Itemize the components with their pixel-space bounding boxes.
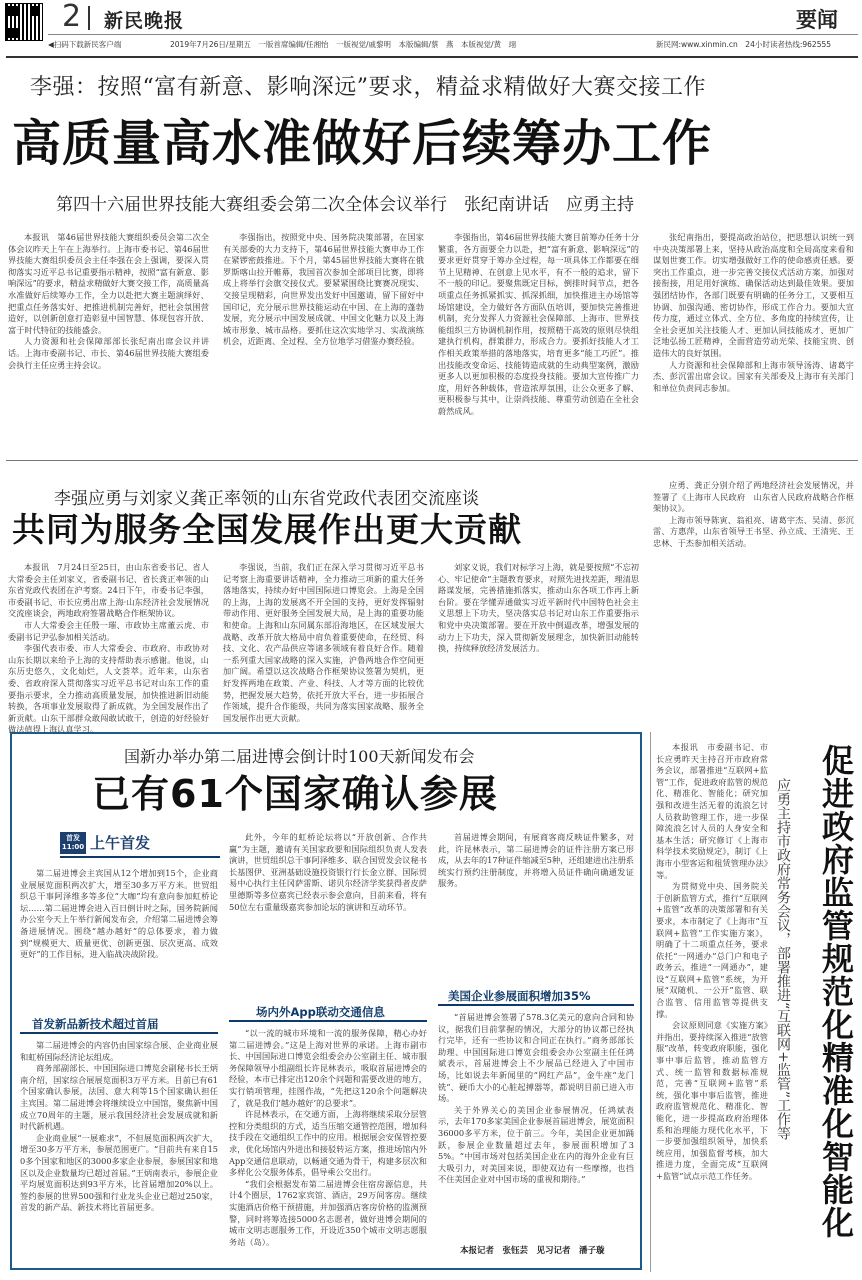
story1-para: 李强指出，第46届世界技能大赛目前筹办任务十分繁重，各方面要全力以赴，把“富有新意、影响深远”的要求更好贯穿于筹办全过程，每一项具体工作都要在细节上见精神、在创意上见水平，有不一般的追求，留下不一般的印记。要聚焦既定目标，倒排时间节点，把各项重点任务抓紧抓实、抓深抓细，加快推进主办场馆等场馆建设，全力做好各方面队伍培训，要加快完善推进机制，充分发挥人力资源社会保障部、上海市、世界技能组织三方协调机制作用，按照精干高效的原则尽快组建执行机构，群策群力，形成合力。要抓好技能人才工作相关政策举措的落地落实，培育更多“能工巧匠”。推出技能改变命运、技能铸造成就的生动典型案例，激励更多人以更加积极的态度投身技能。要加大宣传推广力度，用好各种载体，营造浓厚氛围，让公众更多了解、更积极参与其中，让崇尚技能、尊重劳动创造在全社会蔚然成风。 — [438, 232, 639, 416]
story1-para: 张纪南指出，要提高政治站位，把思想认识统一到中央决策部署上来，坚持从政治高度和全局高度来看和谋划世赛工作。切实增强做好工作的使命感责任感。要突出工作重点，进一步完善交接仪式活动方案，加强对接衔接，用足用好演练、确保活动达到最佳效果。要加强团结协作，各部门既要有明确的任务分工，又要相互协调、加强沟通、密切协作，形成工作合力。要加大宣传力度，通过立体式、全方位、多角度的持续宣传，让全社会更加关注技能人才、更加认同技能成才、更加广泛地弘扬工匠精神，全面营造劳动光荣、技能宝贵、创造伟大的良好氛围。 — [653, 232, 854, 358]
story3-subhead-1: 首发新品新技术超过首届 — [32, 1017, 159, 1031]
story3-para: 商务部副部长、中国国际进口博览会副秘书长王炳南介绍，国家综合展展览面积3万平方米。目前已有61个国家确认参展，法国、意大利等15个国家确认担任主宾国。第二届进博会将继续设立中国馆，聚焦新中国成立70周年的主题，展示我国经济社会发展成就和新时代新机遇。 — [20, 1063, 218, 1132]
first-release-label: 上午首发 — [90, 834, 151, 852]
issue-info: 2019年7月26日/星期五 一版首席编辑/任湘怡 一版视觉/戚黎明 本版编辑/蔡 燕 本版视觉/黄 翊 — [170, 40, 517, 49]
story3-byline: 本报记者 张钰芸 见习记者 潘子璇 — [460, 1246, 605, 1256]
story1-para: 人力资源和社会保障部和上海市领导汤涛、诸葛宇杰、彭沉雷出席会议。国家有关部委及上海市有关部门和单位负责同志参加。 — [653, 359, 854, 393]
story4-para: 会议原则同意《实施方案》并指出，要持续深入推进“放管服”改革，转变政府职能，强化事中事后监管，推动监管方式、统一监管和数据标准规范，完善“互联网+监管”系统，强化事中事后监管，推进政府监管规范化、精准化、智能化，进一步提高政府治理体系和治理能力现代化水平，下一步要加强组织领导，加快系统应用，加强监督考核，加大推进力度，全面完成“互联网+监管”试点示范工作任务。 — [656, 1020, 768, 1181]
story3-col3b — [438, 1012, 634, 1240]
story2-col2 — [223, 562, 424, 724]
badge-label: 首发 — [66, 834, 80, 842]
story1-para: 李强指出，按照党中央、国务院决策部署，在国家有关部委的大力支持下，第46届世界技能大赛申办工作在紧锣密鼓推进。下个月，第45届世界技能大赛将在俄罗斯喀山拉开帷幕，我国首次参加全部项目比赛，即将成上将举行会旗交接仪式。要紧紧围绕比赛赛况现实、交接呈现精彩，向世界发出发好中国邀请，留下留好中国印记，充分展示世界技能运动在中国、在上海的蓬勃发展，充分展示中国发展成就、中国文化魅力以及上海城市形象、城市品格。要抓住这次实地学习、实战演练机会，近距离、全过程、全方位地学习借鉴办赛经验。 — [223, 232, 424, 347]
story2-para: 应勇、龚正分别介绍了两地经济社会发展情况，并签署了《上海市人民政府 山东省人民政府战略合作框架协议》。 — [653, 480, 854, 514]
story3-para: 第二届进博会主宾国从12个增加到15个，企业商业展展览面积两次扩大，增至30多万平方米。世贸组织总干事阿泽维多等多位“大咖”均有意向参加虹桥论坛……第二届进博会进入百日倒计时之际，国务院新闻办公室今天上午举行新闻发布会，介绍第二届进博会筹备进展情况。围绕“越办越好”的总体要求，着力做到“规模更大、质量更优、创新更强、层次更高、成效更好”的工作目标，进入临战决战阶段。 — [20, 868, 218, 960]
story2-kicker: 李强应勇与刘家义龚正率领的山东省党政代表团交流座谈 — [54, 489, 479, 509]
story1-col2 — [223, 232, 424, 448]
story3-subhead-2: 场内外App联动交通信息 — [256, 1005, 385, 1019]
first-release-badge — [60, 832, 86, 854]
story2-col3 — [438, 562, 639, 724]
story1-kicker: 李强：按照“富有新意、影响深远”要求，精益求精做好大赛交接工作 — [30, 75, 706, 100]
badge-time: 11:00 — [61, 843, 85, 851]
story3-col1b — [20, 1040, 218, 1262]
story3-para: 首届进博会期间，有展商客商反映证件繁多，对此，许昆林表示，第二届进博会的证件注册方案已形成，从去年的17种证件缩减至5种，还组建进出注册系统实行预约注册制度，并将增入员证件确向确通发证服务。 — [438, 832, 634, 889]
story1-para: 本报讯 第46届世界技能大赛组织委员会第二次全体会议昨天上午在上海举行。上海市委书记、第46届世界技能大赛组织委员会主任李强在会上强调，要深入贯彻落实习近平总书记重要指示精神，按照“富有新意、影响深远”的要求，精益求精做好大赛交接工作，高质量高水准做好后续筹办工作，全力以赴把大赛主题演绎好、把重点任务落实好、把推进机制完善好，把社会氛围营造好，以创新创意打造彰显中国智慧、体现包容开放、富于时代特征的技能盛会。 — [8, 232, 209, 335]
story3-para: 此外，今年的虹桥论坛将以“开放创新、合作共赢”为主题，邀请有关国家政要和国际组织负责人发表演讲，世贸组织总干事阿泽维多、联合国贸发会议秘书长基图伊、亚洲基础设施投资银行行长金立群、国际贸易中心执行主任冈萨雷斯、诺贝尔经济学奖获得者皮萨里德斯等多位嘉宾已经表示参会意向，目前来看，将有50位左右重量级嘉宾参加论坛的演讲和互动环节。 — [229, 832, 427, 912]
story2-para: 李强代表市委、市人大常委会、市政府、市政协对山东长期以来给予上海的支持帮助表示感谢。他说，山东历史悠久，文化灿烂，人文荟萃。近年来，山东省委、省政府深入贯彻落实习近平总书记对山东工作的重要指示要求，全力推动高质量发展，加快推进新旧动能转换，各项事业发展取得了新成就，为全国发展作出了新贡献。山东干部群众敢闯敢试敢干，创造的好经验好做法值得上海认真学习。 — [8, 643, 209, 735]
story2-para: 刘家义说，我们对标学习上海，就是要按照“不忘初心、牢记使命”主题教育要求，对照先进找差距，理清思路谋发展，完善措施抓落实，推动山东各项工作再上新台阶。要在学懂弄通做实习近平新时代中国特色社会主义思想上下功夫，坚决落实总书记对山东工作重要指示和党中央决策部署。要在开放中倒逼改革，增强发展的动力上下功夫，深入贯彻新发展理念，加快新旧动能转换，持续释放经济发展活力。 — [438, 562, 639, 654]
story4-para: 为贯彻党中央、国务院关于创新监管方式，推行“互联网+监管”改革的决策部署和有关要求，本市制定了《上海市“互联网+监管”工作实施方案》，明确了十二项重点任务，要求依托“一网通办”总门户和电子政务云，推进“一网通办”，建设“互联网+监管”系统，为开展“双随机、一公开”监管、联合监管、信用监管等提供支撑。 — [656, 881, 768, 1019]
story3-para: “以一流的城市环境和一流的服务保障，精心办好第二届进博会。”这是上海对世界的承诺。上海市副市长、中国国际进口博览会组委会办公室副主任、城市服务保障领导小组副组长许昆林表示，吸取首届进博会的经验，本市已排定出120余个问题和需要改进的地方，实行销项管理，挂图作战，“先把这120余个问题解决了，就是我们‘越办越好’的总要求”。 — [229, 1028, 427, 1108]
story4-subhead: 应勇主持市政府常务会议，部署推进“互联网+监管”工作等 — [775, 778, 791, 1141]
story2-col1 — [8, 562, 209, 735]
story1-headline: 高质量高水准做好后续筹办工作 — [12, 115, 713, 172]
story3-headline: 已有61个国家确认参展 — [92, 772, 498, 816]
story2-para: 上海市领导陈寅、翁祖亮、诸葛宇杰、吴清、彭沉雷、方惠萍，山东省领导王书坚、孙立成、王清宪、王忠林、于杰参加相关活动。 — [653, 514, 854, 548]
story1-col4 — [653, 232, 854, 448]
story3-para: “首届进博会签署了578.3亿美元的意向合同和协议，据我们目前掌握的情况，大部分的协议都已经执行完毕，还有一些协议和合同正在执行。”商务部部长助理、中国国际进口博览会组委会办公室副主任任鸿斌表示，首届进博会上不少展品已经进入了中国市场，比如说去年新闻里的“网红产品”，金牛座“龙门铣”、硬币大小的心脏起搏器等，都说明目前已进入市场。 — [438, 1012, 634, 1104]
page-number: 2 — [62, 0, 82, 34]
story3-subhead-3: 美国企业参展面积增加35% — [448, 989, 591, 1003]
section-name: 要闻 — [796, 8, 838, 32]
qr-code[interactable] — [6, 4, 42, 40]
story3-para: 企业商业展“一展难求”，不但展览面积两次扩大，增至30多万平方米，参展范围更广。“目前共有来自150多个国家和地区的3000多家企业参展，参展国家和地区以及企业数量均已超过首届。”王炳南表示，参展企业平均展览面积达到93平方米，比首届增加20%以上。签约参展的世界500强和行业龙头企业已超过250家，首发的新产品、新技术将比首届更多。 — [20, 1132, 218, 1213]
story3-col2a — [229, 832, 427, 998]
story2-para: 李强说，当前，我们正在深入学习贯彻习近平总书记考察上海重要讲话精神，全力推动三项新的重大任务落地落实，持续办好中国国际进口博览会。上海是全国的上海，上海的发展离不开全国的支持，更好发挥辐射带动作用、更好服务全国发展大局，是上海的重要功能和使命。上海和山东同属东部沿海地区，在区域发展大战略、改革开放大格局中肩负着重要使命，在经贸、科技、文化、农产品供应等诸多领域有着良好合作。随着一系列重大国家战略的深入实施，沪鲁两地合作空间更加广阔。希望以这次战略合作框架协议签署为契机，更好发挥两地在政策、产业、科技、人才等方面的比较优势，把握发展大趋势，依托开放大平台，进一步拓展合作领域，提升合作能级，共同为落实国家战略、服务全国发展作出更大贡献。 — [223, 562, 424, 723]
story4-para: 本报讯 市委副书记、市长应勇昨天主持召开市政府常务会议，部署推进“互联网+监管”工作，促进政府监管的规范化、精准化、智能化；研究加强和改进生活无着的流浪乞讨人员救助管理工作，进一步保障流浪乞讨人员的人身安全和基本生活；研究修订《上海市科学技术奖励规定》，制订《上海市小型客运和租赁管理办法》等。 — [656, 742, 768, 880]
story1-subhead: 第四十六届世界技能大赛组委会第二次全体会议举行 张纪南讲话 应勇主持 — [56, 195, 634, 215]
qr-caption: ◀扫码下载新民客户端 — [48, 40, 122, 49]
story1-col1 — [8, 232, 209, 448]
story4-headline: 促进政府监管规范化精准化智能化 — [817, 744, 855, 1239]
story4-body — [656, 742, 768, 1272]
story3-col2b — [229, 1028, 427, 1262]
story2-headline: 共同为服务全国发展作出更大贡献 — [12, 510, 522, 549]
story2-col4 — [653, 480, 854, 724]
story3-para: “我们会根据发布第二届进博会住宿房源信息，共计4个圈层，1762家宾馆、酒店，29万间客房。继续实施酒店价格干预措施，并加强酒店客房价格的监测预警，同时将筹选接5000名志愿者，做好进博会期间的城市文明志愿服务工作，开设近350个城市文明志愿服务站（岛）。 — [229, 1178, 427, 1247]
story1-para: 人力资源和社会保障部部长张纪南出席会议并讲话。上海市委副书记、市长、第46届世界技能大赛组委会执行主任应勇主持会议。 — [8, 336, 209, 370]
story2-para: 本报讯 7月24日至25日，由山东省委书记、省人大常委会主任刘家义，省委副书记、省长龚正率领的山东省党政代表团在沪考察。24日下午，市委书记李强，市委副书记、市长应勇出席上海·山东经济社会发展情况交流座谈会，两地政府签署战略合作框架协议。 — [8, 562, 209, 619]
story3-para: 第二届进博会的内容仍由国家综合展、企业商业展和虹桥国际经济论坛组成。 — [20, 1040, 218, 1062]
story3-col1a — [20, 868, 218, 1008]
story3-kicker: 国新办举办第二届进博会倒计时100天新闻发布会 — [124, 747, 475, 766]
website-hotline: 新民网:www.xinmin.cn 24小时读者热线:962555 — [656, 40, 832, 49]
story3-para: 许昆林表示，在交通方面，上海将继续采取分层管控和分类组织的方式，适当压缩交通管控范围，增加科技手段在交通组织工作中的应用。根据展会安保管控要求，优化场馆内外进出和接驳转运方案，推进场馆内外App交通信息联动，以畅通交通为骨干，构建多层次和多样化公交服务体系，倡导乘公交出行。 — [229, 1109, 427, 1178]
story1-col3 — [438, 232, 639, 448]
story3-para: 关于外界关心的美国企业参展情况，任鸿斌表示，去年170多家美国企业参展首届进博会，展览面积36000多平方米，位于前三。今年，美国企业更加踊跃，参展企业数量超过去年，参展面积增加了35%。“中国市场对包括美国企业在内的海外企业有巨大吸引力，对美国来说，即使双边有一些摩擦，也挡不住美国企业对中国市场的重视和期待。” — [438, 1104, 634, 1185]
story2-para: 市人大常委会主任殷一璀、市政协主席董云虎、市委副书记尹弘参加相关活动。 — [8, 619, 209, 642]
story3-col3a — [438, 832, 634, 982]
paper-name: 新民晚报 — [104, 10, 185, 32]
